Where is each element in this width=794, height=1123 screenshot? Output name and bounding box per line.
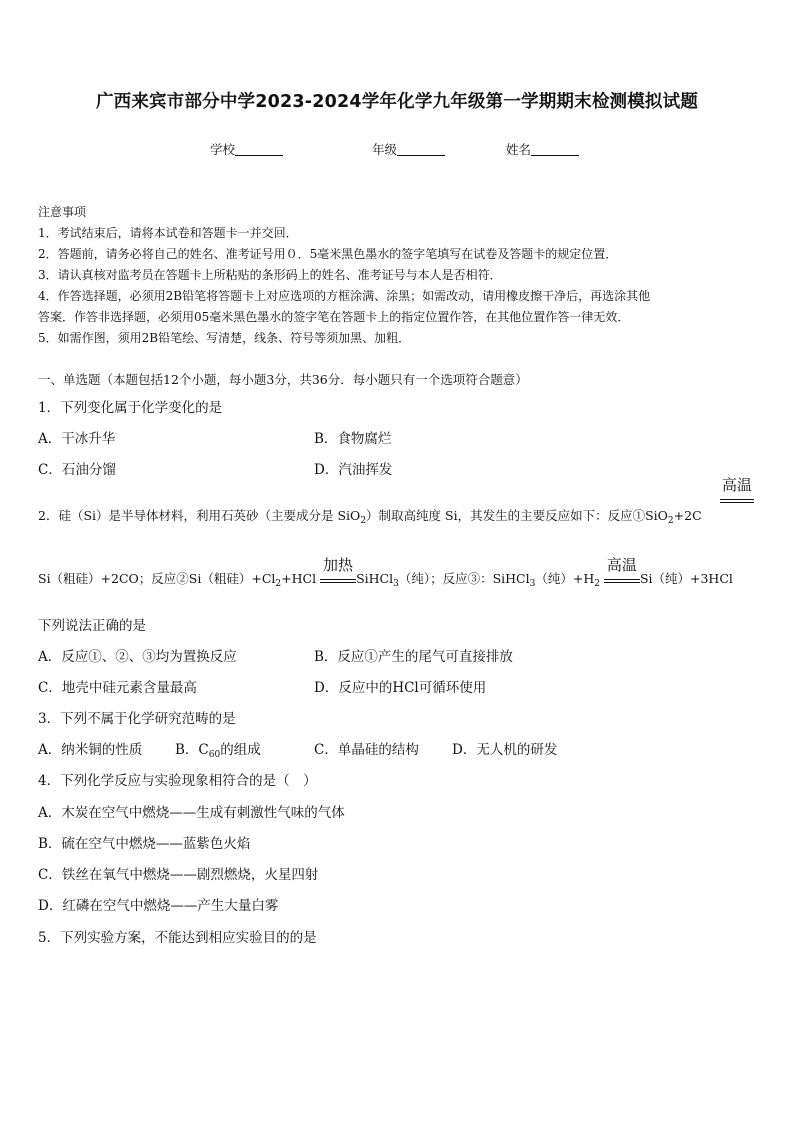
school-blank <box>235 142 283 156</box>
q3-option-d: D．无人机的研发 <box>452 742 558 758</box>
q2-equal-sign-2 <box>320 579 356 583</box>
q2-equal-sign-1 <box>720 499 754 503</box>
notice-item-3: 3．请认真核对监考员在答题卡上所粘贴的条形码上的姓名、准考证号与本人是否相符． <box>38 268 502 282</box>
q3-option-b-pre: B．C <box>175 742 209 758</box>
q2-stem <box>38 506 702 524</box>
q2-line2-b: +HCl <box>281 571 317 586</box>
notice-item-1: 1．考试结束后，请将本试卷和答题卡一并交回． <box>38 226 298 240</box>
section-heading: 一、单选题（本题包括12个小题，每小题3分，共36分．每小题只有一个选项符合题意） <box>38 372 528 387</box>
q3-option-b-sub: 60 <box>208 750 221 760</box>
q1-stem: 1．下列变化属于化学变化的是 <box>38 400 223 416</box>
q5-stem: 5．下列实验方案，不能达到相应实验目的的是 <box>38 930 317 946</box>
q2-line2-f: Si（纯）+3HCl <box>639 571 733 586</box>
q2-option-a: A．反应①、②、③均为置换反应 <box>38 649 237 665</box>
q4-option-c: C．铁丝在氧气中燃烧——剧烈燃烧，火星四射 <box>38 867 319 883</box>
q2-cond-1-label: 高温 <box>721 476 752 494</box>
q1-option-a: A．干冰升华 <box>38 431 116 447</box>
q2-sub-2d: 2 <box>594 579 600 589</box>
q1-option-b: B．食物腐烂 <box>314 431 392 447</box>
q2-reaction-line <box>38 556 733 589</box>
q2-cond-1 <box>720 476 754 507</box>
q2-line2-c: SiHCl <box>356 571 394 586</box>
q2-stem-part2: ）制取高纯度 Si，其发生的主要反应如下：反应①SiO <box>366 508 668 523</box>
q2-sub-3b: 3 <box>529 579 536 589</box>
q2-cond-2-label: 加热 <box>323 556 354 574</box>
q2-line2-e: （纯）+H <box>535 571 595 586</box>
grade-field <box>372 140 445 158</box>
q2-stem-part1: 2．硅（Si）是半导体材料，利用石英砂（主要成分是 SiO <box>38 508 361 523</box>
q2-cond-2 <box>320 556 356 583</box>
notice-item-2: 2．答题前，请务必将自己的姓名、准考证号用０．5毫米黑色墨水的签字笔填写在试卷及答题卡的规定位置． <box>38 247 618 261</box>
q4-option-d: D．红磷在空气中燃烧——产生大量白雾 <box>38 898 279 914</box>
q2-stem-part3: +2C <box>673 508 702 523</box>
school-field <box>210 140 283 158</box>
q2-option-d: D．反应中的HCl可循环使用 <box>314 680 487 696</box>
q2-sub-2c: 2 <box>275 579 282 589</box>
school-label: 学校 <box>210 142 236 157</box>
q1-option-d: D．汽油挥发 <box>314 462 393 478</box>
q3-option-c: C．单晶硅的结构 <box>314 742 419 758</box>
q2-cond-3-label: 高温 <box>606 556 637 574</box>
notice-heading: 注意事项 <box>38 205 87 219</box>
name-blank <box>531 142 579 156</box>
q2-equal-sign-3 <box>604 579 640 583</box>
name-field <box>506 140 579 158</box>
q3-option-b-post: 的组成 <box>220 742 261 758</box>
name-label: 姓名 <box>506 142 532 157</box>
q3-option-a: A．纳米铜的性质 <box>38 742 143 758</box>
grade-label: 年级 <box>372 142 398 157</box>
q4-option-a: A．木炭在空气中燃烧——生成有刺激性气味的气体 <box>38 805 345 821</box>
q4-option-b: B．硫在空气中燃烧——蓝紫色火焰 <box>38 836 251 852</box>
q2-sub-2a: 2 <box>360 516 367 526</box>
q2-sub-3a: 3 <box>393 579 399 589</box>
q3-option-b <box>175 738 261 758</box>
notice-item-4: 4．作答选择题，必须用2B铅笔将答题卡上对应选项的方框涂满、涂黑；如需改动，请用橡皮擦干净后，再选涂其他 <box>38 289 651 303</box>
q2-line2-a: Si（粗硅）+2CO；反应②Si（粗硅）+Cl <box>38 571 276 586</box>
page-title: 广西来宾市部分中学2023-2024学年化学九年级第一学期期末检测模拟试题 <box>95 92 699 112</box>
q1-option-c: C．石油分馏 <box>38 462 116 478</box>
notice-item-4-cont: 答案．作答非选择题，必须用05毫米黑色墨水的签字笔在答题卡上的指定位置作答，在其他位置作答一律无效． <box>38 310 630 324</box>
notice-item-5: 5．如需作图，须用2B铅笔绘、写清楚，线条、符号等须加黑、加粗． <box>38 331 411 345</box>
q2-cond-3 <box>604 556 640 583</box>
grade-blank <box>397 142 445 156</box>
q2-sub-2b: 2 <box>667 516 674 526</box>
q2-option-c: C．地壳中硅元素含量最高 <box>38 680 197 696</box>
q2-prompt: 下列说法正确的是 <box>38 618 146 634</box>
q4-stem: 4．下列化学反应与实验现象相符合的是（ ） <box>38 773 317 789</box>
q2-line2-d: （纯）；反应③：SiHCl <box>398 571 530 586</box>
q2-option-b: B．反应①产生的尾气可直接排放 <box>314 649 513 665</box>
q3-stem: 3．下列不属于化学研究范畴的是 <box>38 711 236 727</box>
